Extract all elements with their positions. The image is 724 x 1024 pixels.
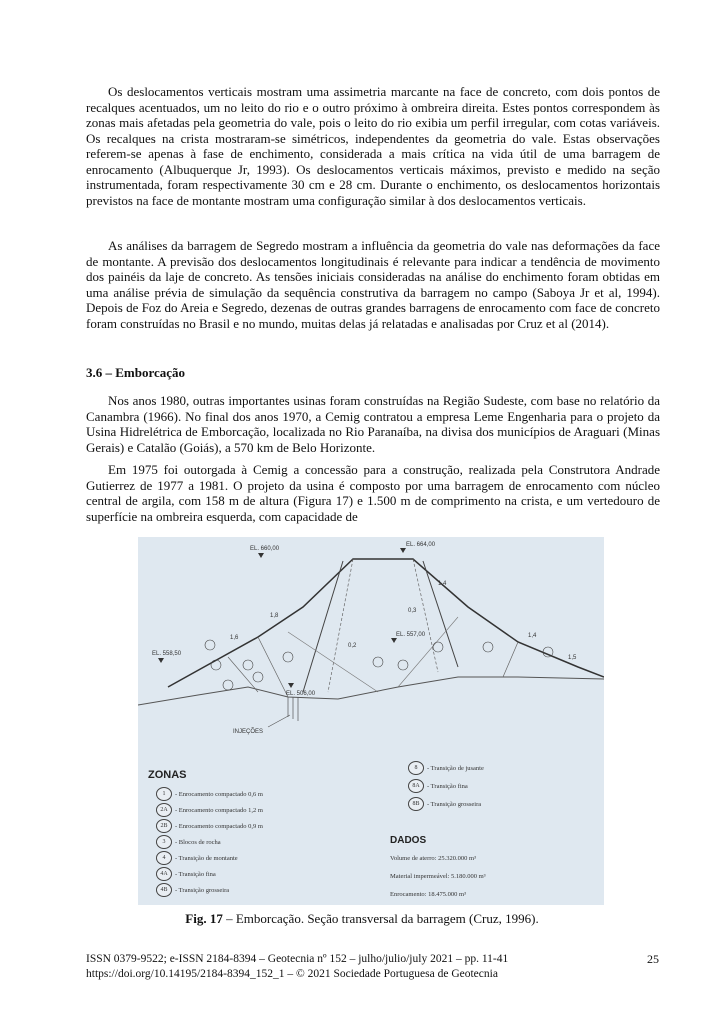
zone-label: - Enrocamento compactado 0,6 m [175, 790, 263, 798]
dados-title: DADOS [390, 835, 427, 846]
zone-code: 8 [408, 761, 424, 775]
page-number: 25 [647, 952, 659, 966]
slope-label: 1,4 [438, 581, 447, 587]
zone-code: 4B [156, 883, 172, 897]
zone-legend-item [156, 787, 263, 801]
zones-title: ZONAS [148, 769, 187, 781]
zone-label: - Transição grosseira [175, 886, 230, 894]
zone-legend-item [156, 851, 238, 865]
zone-code: 2B [156, 819, 172, 833]
paragraph-2: As análises da barragem de Segredo mostram a influência da geometria do vale nas deformações da face de montante. A previsão dos deslocamentos longitudinais é relevante para indicar a tendência de movimento dos painéis da laje de concreto. As tensões iniciais consideradas na análise do enchimento foram obtidas em uma análise prévia de simulação da sequência construtiva da barragem no campo (Saboya Jr et al, 1994). Depois de Foz do Areia e Segredo, dezenas de outras grandes barragens de enrocamento com face de concreto foram construídas no Brasil e no mundo, muitas delas já relatadas e analisadas por Cruz et al (2014). [86, 238, 660, 331]
zone-legend-item [156, 867, 216, 881]
elevation-crest: EL. 664,00 [406, 542, 436, 548]
paragraph-4: Em 1975 foi outorgada à Cemig a concessão para a construção, realizada pela Construtora Andrade Gutierrez de 1977 a 1981. O projeto da usina é composto por uma barragem de enrocamento com núcleo central de argila, com 158 m de altura (Figura 17) e 1.500 m de comprimento na crista, e um vertedouro de superfície na ombreira esquerda, com capacidade de [86, 462, 660, 524]
figure-caption [0, 911, 724, 927]
injections-label: INJEÇÕES [233, 729, 264, 735]
elevation-left-low: EL. 558,50 [152, 651, 182, 657]
zone-label: - Transição de montante [175, 854, 238, 862]
slope-label: 1,5 [568, 655, 577, 661]
zone-label: - Enrocamento compactado 1,2 m [175, 806, 263, 814]
dam-cross-section-figure [138, 537, 604, 905]
zone-label: - Transição fina [175, 870, 216, 878]
elevation-core: EL. 557,00 [396, 632, 426, 638]
zone-code: 8B [408, 797, 424, 811]
zone-code: 4 [156, 851, 172, 865]
zone-legend-item [408, 797, 481, 811]
footer-doi: https://doi.org/10.14195/2184-8394_152_1 – © 2021 Sociedade Portuguesa de Geotecnia [86, 968, 498, 980]
section-zone-markers [205, 640, 553, 690]
slope-label: 1,4 [528, 633, 537, 639]
dados-item: Enrocamento: 18.475.000 m³ [390, 891, 466, 898]
zone-label: - Transição fina [427, 782, 468, 790]
elevation-left-top: EL. 660,00 [250, 546, 280, 552]
slope-label: 0,2 [348, 643, 357, 649]
elevation-base: EL. 506,00 [286, 691, 316, 697]
zone-legend-item [156, 803, 263, 817]
zone-code: 4A [156, 867, 172, 881]
zone-label: - Transição grosseira [427, 800, 482, 808]
caption-text: – Emborcação. Seção transversal da barragem (Cruz, 1996). [222, 911, 539, 926]
footer-issn: ISSN 0379-9522; e-ISSN 2184-8394 – Geotecnia nº 152 – julho/julio/july 2021 – pp. 11-41 [86, 953, 509, 965]
zone-label: - Transição de jusante [427, 764, 484, 772]
zone-legend-item [408, 779, 468, 793]
zone-code: 1 [156, 787, 172, 801]
caption-label: Fig. 17 [185, 911, 223, 926]
zone-legend-item [408, 761, 484, 775]
dados-item: Material impermeável: 5.180.000 m³ [390, 873, 486, 880]
zone-code: 2A [156, 803, 172, 817]
zone-code: 8A [408, 779, 424, 793]
section-heading: 3.6 – Emborcação [86, 365, 186, 380]
zone-legend-item [156, 819, 263, 833]
dam-section-drawing [138, 537, 604, 905]
dados-item: Volume de aterro: 25.320.000 m³ [390, 855, 476, 862]
zone-legend-item [156, 835, 221, 849]
slope-label: 0,3 [408, 608, 417, 614]
zone-label: - Enrocamento compactado 0,9 m [175, 822, 263, 830]
page-footer [86, 952, 660, 982]
slope-label: 1,6 [230, 635, 239, 641]
zone-legend-item [156, 883, 229, 897]
zone-code: 3 [156, 835, 172, 849]
zone-label: - Blocos de rocha [175, 838, 221, 846]
slope-label: 1,8 [270, 613, 279, 619]
paragraph-1: Os deslocamentos verticais mostram uma assimetria marcante na face de concreto, com dois pontos de recalques acentuados, um no leito do rio e o outro próximo à ombreira direita. Estes pontos correspondem às zonas mais afetadas pela geometria do vale, pois o leito do rio exibia um perfil irregular, com cotas variáveis. Os recalques na crista mostraram-se simétricos, independentes da geometria do vale. Estas observações referem-se apenas à fase de enchimento, considerada a mais crítica na vida útil de uma barragem de enrocamento (Albuquerque Jr, 1993). Os deslocamentos verticais máximos, previsto e medido na seção instrumentada, foram respectivamente 30 cm e 28 cm. Durante o enchimento, os deslocamentos horizontais previstos na face de montante mostram uma configuração similar à dos deslocamentos verticais. [86, 84, 660, 208]
paragraph-3: Nos anos 1980, outras importantes usinas foram construídas na Região Sudeste, com base no relatório da Canambra (1966). No final dos anos 1970, a Cemig contratou a empresa Leme Engenharia para o projeto da Usina Hidrelétrica de Emborcação, localizada no Rio Paranaíba, na divisa dos municípios de Araguari (Minas Gerais) e Catalão (Goiás), a 570 km de Belo Horizonte. [86, 393, 660, 455]
